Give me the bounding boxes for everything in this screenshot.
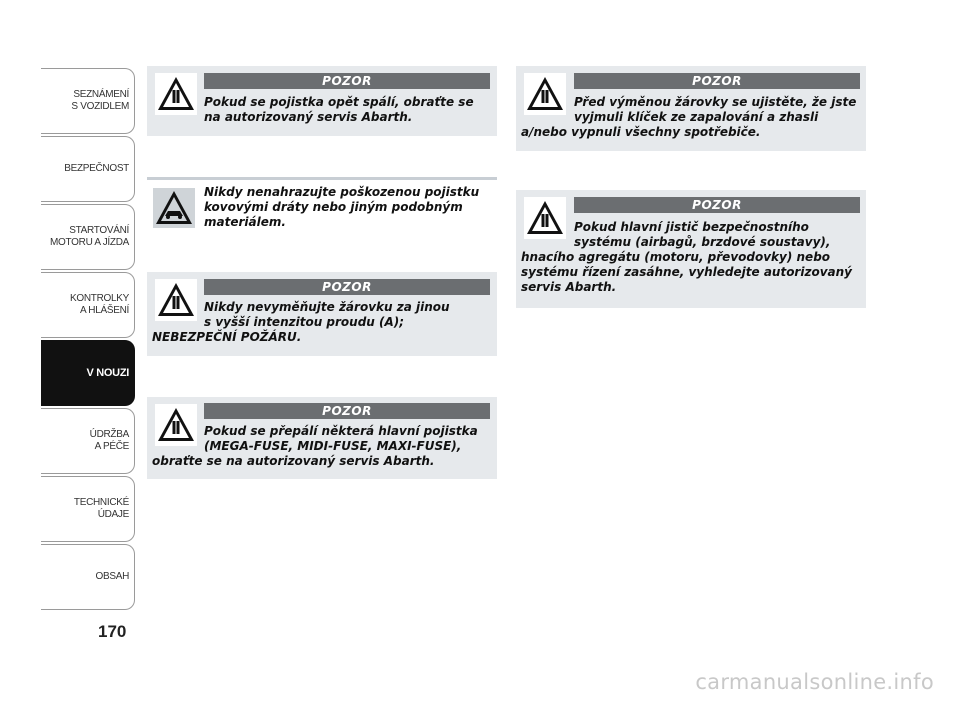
warning-line: s vyšší intenzitou proudu (A); xyxy=(204,315,405,329)
tab-v-nouzi[interactable] xyxy=(41,340,135,406)
tip-line: kovovými dráty nebo jiným podobným xyxy=(204,200,463,214)
tab-label: OBSAH xyxy=(95,571,129,582)
warning-line: Pokud hlavní jistič bezpečnostního xyxy=(574,220,809,234)
tip-line: Nikdy nenahrazujte poškozenou pojistku xyxy=(204,185,480,199)
warning-line: (MEGA-FUSE, MIDI-FUSE, MAXI-FUSE), xyxy=(204,439,462,453)
tab-udrzba[interactable] xyxy=(41,408,135,474)
warning-line: na autorizovaný servis Abarth. xyxy=(204,110,413,124)
warning-line: systému řízení zasáhne, vyhledejte autorizovaný xyxy=(521,265,852,279)
warning-triangle-icon xyxy=(524,197,566,239)
tab-technicke[interactable] xyxy=(41,476,135,542)
warning-line: vyjmuli klíček ze zapalování a zhasli xyxy=(574,110,819,124)
tab-label: KONTROLKY A HLÁŠENÍ xyxy=(70,293,129,316)
warning-line: hnacího agregátu (motoru, převodovky) nebo xyxy=(521,250,831,264)
chapter-tabs xyxy=(41,68,135,612)
page-number: 170 xyxy=(98,622,127,641)
warning-line: servis Abarth. xyxy=(521,280,617,294)
tab-startovani[interactable] xyxy=(41,204,135,270)
tip-line: materiálem. xyxy=(204,215,286,229)
warning-heading: POZOR xyxy=(204,73,490,89)
warning-box xyxy=(147,272,497,356)
warning-heading: POZOR xyxy=(204,403,490,419)
tip-box xyxy=(147,177,497,257)
warning-line: systému (airbagů, brzdové soustavy), xyxy=(574,235,831,249)
tab-obsah[interactable] xyxy=(41,544,135,610)
tab-label: BEZPEČNOST xyxy=(64,163,129,174)
tab-seznameni[interactable] xyxy=(41,68,135,134)
watermark-text: carmanualsonline.info xyxy=(695,670,934,694)
warning-triangle-icon xyxy=(155,279,197,321)
tab-label: V NOUZI xyxy=(86,367,129,379)
tab-label: SEZNÁMENÍ S VOZIDLEM xyxy=(71,89,129,112)
warning-box xyxy=(516,66,866,151)
warning-triangle-icon xyxy=(155,73,197,115)
warning-line: Nikdy nevyměňujte žárovku za jinou xyxy=(204,300,450,314)
warning-triangle-icon xyxy=(524,73,566,115)
car-tip-icon xyxy=(153,188,195,228)
warning-line: obraťte se na autorizovaný servis Abarth. xyxy=(152,454,435,468)
warning-box xyxy=(516,190,866,308)
warning-box xyxy=(147,66,497,136)
tab-label: STARTOVÁNÍ MOTORU A JÍZDA xyxy=(50,225,129,248)
warning-heading: POZOR xyxy=(204,279,490,295)
warning-line: NEBEZPEČNÍ POŽÁRU. xyxy=(152,330,302,344)
warning-heading: POZOR xyxy=(574,197,860,213)
warning-line: Pokud se pojistka opět spálí, obraťte se xyxy=(204,95,474,109)
tab-label: ÚDRŽBA A PÉČE xyxy=(89,429,129,452)
warning-triangle-icon xyxy=(155,404,197,446)
warning-heading: POZOR xyxy=(574,73,860,89)
tab-bezpecnost[interactable] xyxy=(41,136,135,202)
warning-box xyxy=(147,397,497,479)
tab-kontrolky[interactable] xyxy=(41,272,135,338)
warning-line: Před výměnou žárovky se ujistěte, že jste xyxy=(574,95,857,109)
warning-line: a/nebo vypnuli všechny spotřebiče. xyxy=(521,125,761,139)
tab-label: TECHNICKÉ ÚDAJE xyxy=(73,497,129,520)
warning-line: Pokud se přepálí některá hlavní pojistka xyxy=(204,424,478,438)
